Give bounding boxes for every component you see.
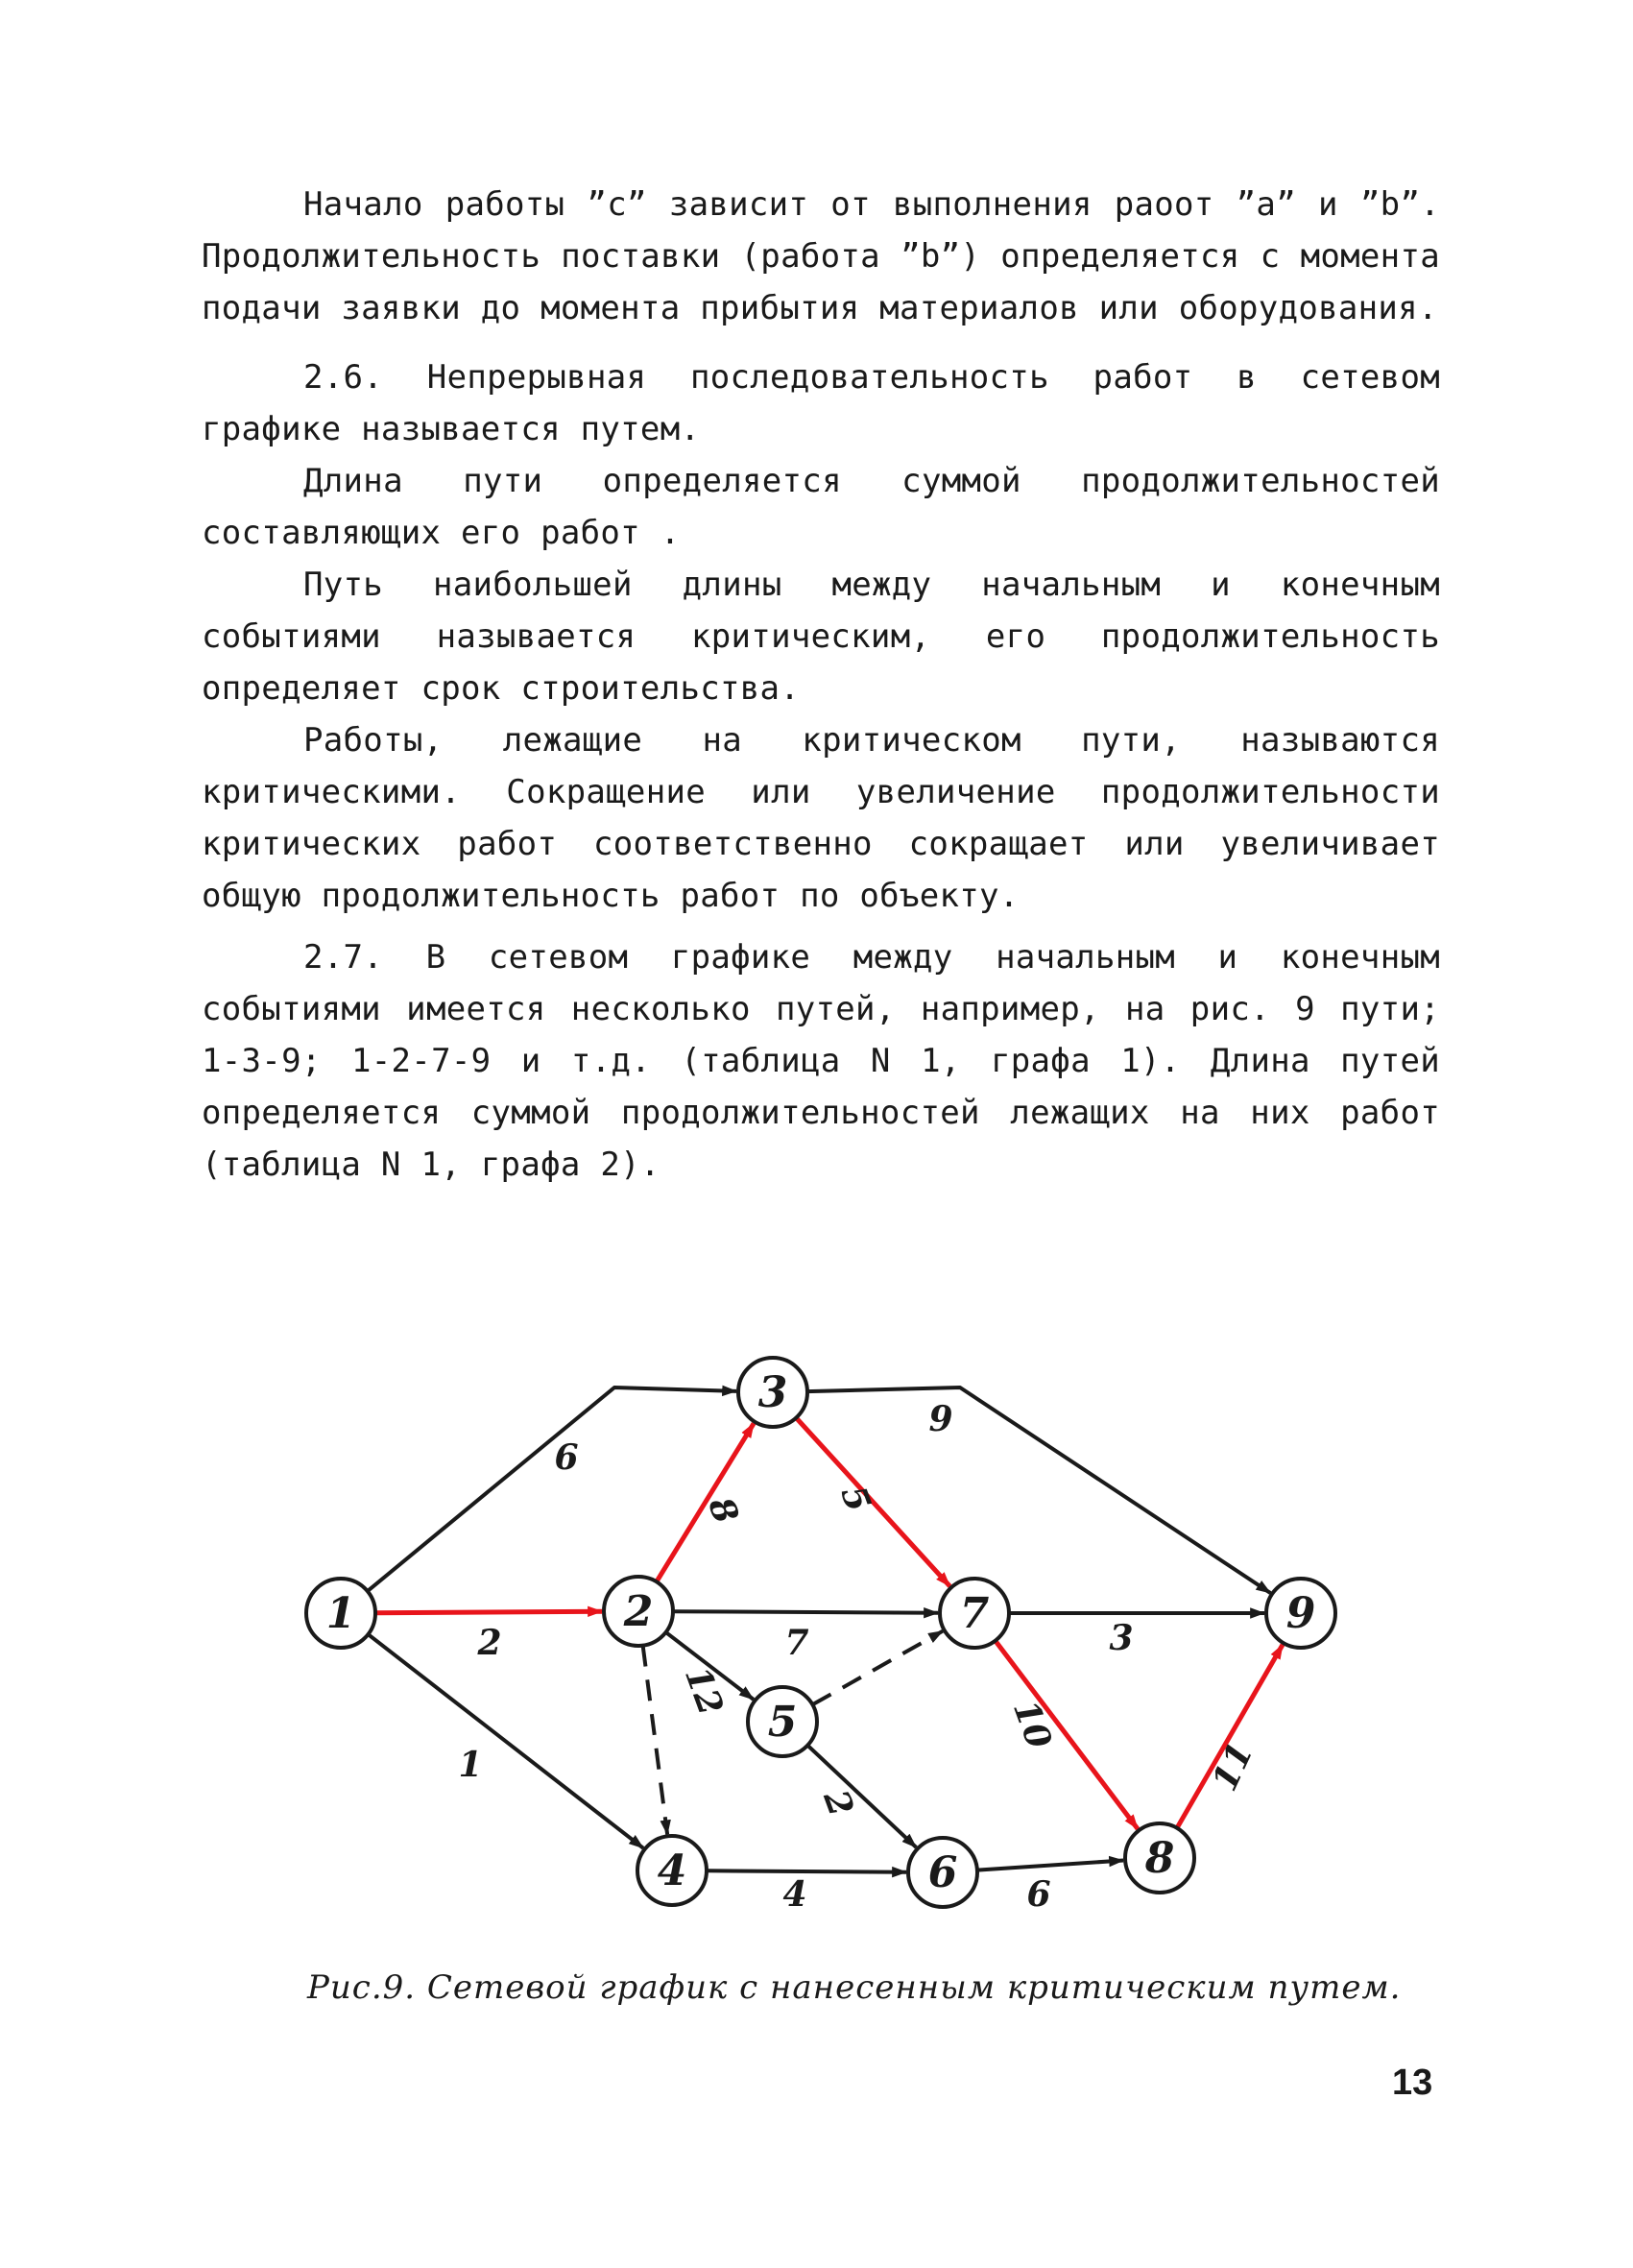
edge-2-7	[673, 1611, 938, 1613]
edge-label-7-9: 3	[1109, 1618, 1134, 1658]
edge-label-2-7: 7	[784, 1623, 809, 1663]
edge-6-8	[977, 1861, 1123, 1870]
node-label-4: 4	[657, 1846, 687, 1895]
node-label-2: 2	[623, 1587, 654, 1636]
node-label-5: 5	[767, 1698, 798, 1747]
node-label-6: 6	[927, 1848, 958, 1897]
edge-label-7-8: 10	[1004, 1695, 1060, 1754]
edge-3-9	[807, 1387, 1270, 1593]
paragraph-intro: Начало работы ”c” зависит от выполнения раоот ”a” и ”b”. Продолжительность поставки (работа ”b”) определяется с момента подачи заявки до момента прибытия материалов или оборудования.	[202, 185, 1440, 327]
edge-label-6-8: 6	[1026, 1874, 1051, 1915]
edge-label-2-3: 8	[700, 1491, 747, 1529]
edge-4-6	[707, 1870, 906, 1871]
edge-8-9	[1177, 1645, 1283, 1828]
paragraph-2-6: 2.6. Непрерывная последовательность работ в сетевом графике называется путем.	[202, 358, 1440, 448]
node-label-7: 7	[959, 1589, 990, 1638]
paragraph-path-length: Длина пути определяется суммой продолжительностей составляющих его работ .	[202, 462, 1440, 552]
paragraph-critical-path: Путь наибольшей длины между начальным и конечным событиями называется критическим, его продолжительность определяет срок строительства.	[202, 566, 1440, 708]
edge-label-1-2: 2	[477, 1623, 502, 1663]
edge-label-2-5: 12	[676, 1661, 732, 1721]
page-number: 13	[1392, 2063, 1433, 2103]
edge-5-7	[812, 1631, 943, 1705]
edge-2-4	[643, 1646, 667, 1835]
edge-label-3-7: 5	[832, 1480, 879, 1517]
figure-caption: Рис.9. Сетевой график с нанесенным критическим путем.	[307, 1968, 1402, 2007]
edge-label-1-4: 1	[458, 1745, 483, 1785]
edge-1-4	[368, 1634, 643, 1848]
node-label-9: 9	[1285, 1589, 1316, 1638]
edge-label-1-3: 6	[554, 1437, 579, 1478]
edge-label-4-6: 4	[782, 1874, 807, 1915]
paragraph-critical-works: Работы, лежащие на критическом пути, называются критическими. Сокращение или увеличение продолжительности критических работ соответственно сокращает или увеличивает общую продолжительность работ по объекту.	[202, 721, 1440, 915]
edge-1-3	[368, 1387, 736, 1591]
edge-label-8-9: 11	[1204, 1736, 1261, 1798]
edge-label-5-6: 2	[815, 1784, 862, 1822]
paragraph-2-7: 2.7. В сетевом графике между начальным и конечным событиями имеется несколько путей, например, на рис. 9 пути; 1-3-9; 1-2-7-9 и т.д. (таблица N 1, графа 1). Длина путей определяется суммой продолжительностей лежащих на них работ (таблица N 1, графа 2).	[202, 938, 1440, 1184]
edge-label-3-9: 9	[928, 1399, 953, 1439]
node-label-3: 3	[757, 1368, 788, 1417]
node-label-1: 1	[325, 1589, 356, 1638]
edge-1-2	[375, 1611, 602, 1613]
node-label-8: 8	[1144, 1834, 1175, 1883]
